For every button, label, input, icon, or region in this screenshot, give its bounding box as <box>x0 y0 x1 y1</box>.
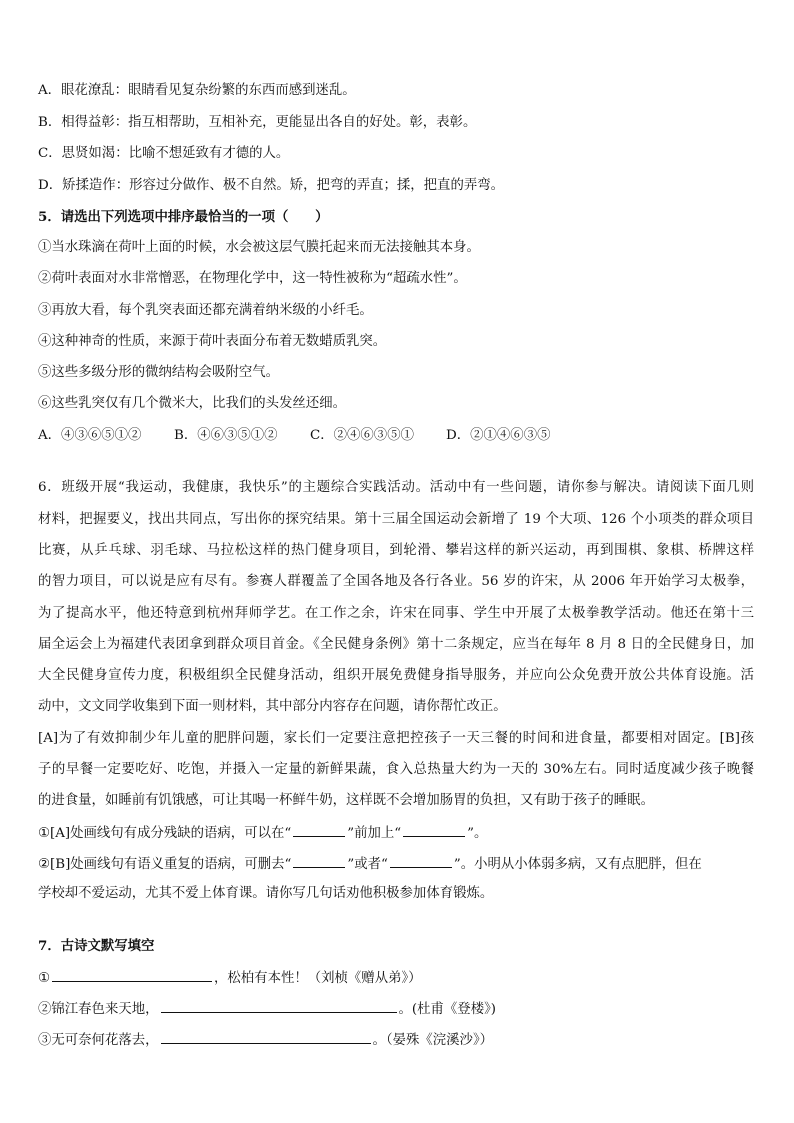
q5-option-d: D．②①④⑥③⑤ <box>446 428 551 443</box>
q5-option-a: A．④③⑥⑤①② <box>38 428 142 443</box>
q7-line-2 <box>38 998 496 1020</box>
q5-title: 5．请选出下列选项中排序最恰当的一项（ ） <box>38 209 329 225</box>
q6-paragraph-line-1: 6．班级开展“我运动，我健康，我快乐”的主题综合实践活动。活动中有一些问题，请你参与解决。请阅读下面几则 <box>38 480 754 495</box>
q6-sub1-text-c: ”。 <box>467 826 488 841</box>
q6-subquestion-1 <box>38 822 487 844</box>
q4-option-a: A．眼花潦乱：眼睛看见复杂纷繁的东西而感到迷乱。 <box>38 83 356 98</box>
q6-sub1-blank-1[interactable] <box>293 822 345 837</box>
q6-paragraph-line-4: 的智力项目，可以说是应有尽有。参赛人群覆盖了全国各地及各行各业。56 岁的许宋，从 2006 年开始学习太极拳， <box>38 574 754 589</box>
q6-sub2-text-b: ”或者“ <box>347 857 388 872</box>
q6-sub2-blank-1[interactable] <box>293 853 345 868</box>
q4-option-d: D．矫揉造作：形容过分做作、极不自然。矫，把弯的弄直；揉，把直的弄弯。 <box>38 178 505 193</box>
q6-sub2-blank-2[interactable] <box>390 853 452 868</box>
q5-sentence-3: ③再放大看，每个乳突表面还都充满着纳米级的小纤毛。 <box>38 303 373 318</box>
q6-sub2-text-c: ”。小明从小体弱多病，又有点肥胖，但在 <box>453 857 702 872</box>
q6-material-line-3: 的进食量，如睡前有饥饿感，可让其喝一杯鲜牛奶，这样既不会增加肠胃的负担，又有助于孩子的睡眠。 <box>38 793 654 808</box>
q5-sentence-5: ⑤这些多级分形的微纳结构会吸附空气。 <box>38 365 280 380</box>
q7-line3-suffix: 。（晏殊《浣溪沙》） <box>372 1033 494 1048</box>
q5-sentence-2: ②荷叶表面对水非常憎恶，在物理化学中，这一特性被称为“超疏水性”。 <box>38 271 467 286</box>
q7-line3-blank[interactable] <box>161 1029 371 1044</box>
q6-paragraph-line-3: 比赛，从乒乓球、羽毛球、马拉松这样的热门健身项目，到轮滑、攀岩这样的新兴运动，再到围棋、象棋、桥牌这样 <box>38 543 754 558</box>
q7-line2-prefix: ②锦江春色来天地， <box>38 1002 159 1017</box>
q6-subquestion-2-continued: 学校却不爱运动，尤其不爱上体育课。请你写几句话劝他积极参加体育锻炼。 <box>38 886 494 901</box>
q4-option-c: C．思贤如渴：比喻不想延致有才德的人。 <box>38 146 290 161</box>
q7-line-3 <box>38 1029 493 1051</box>
q6-sub1-blank-2[interactable] <box>403 822 465 837</box>
q7-line1-suffix: ，松柏有本性！（刘桢《赠从弟》） <box>214 971 422 986</box>
q6-material-line-1: [A]为了有效抑制少年儿童的肥胖问题，家长们一定要注意把控孩子一天三餐的时间和进食量，都要相对固定。[B]孩 <box>38 731 754 746</box>
q7-line2-suffix: 。(杜甫《登楼》) <box>398 1002 496 1017</box>
q6-paragraph-line-7: 大全民健身宣传力度，积极组织全民健身活动，组织开展免费健身指导服务，并应向公众免费开放公共体育设施。活 <box>38 668 754 683</box>
q6-sub1-text-b: ”前加上“ <box>347 826 402 841</box>
q4-option-b: B．相得益彰：指互相帮助，互相补充，更能显出各自的好处。彰，表彰。 <box>38 115 477 130</box>
q7-line1-prefix: ① <box>38 971 51 986</box>
q7-line-1 <box>38 967 422 989</box>
q6-subquestion-2 <box>38 853 702 875</box>
q5-sentence-6: ⑥这些乳突仅有几个微米大，比我们的头发丝还细。 <box>38 396 346 411</box>
q7-line1-blank[interactable] <box>52 967 212 982</box>
q6-material-line-2: 子的早餐一定要吃好、吃饱，并摄入一定量的新鲜果蔬，食入总热量大约为一天的 30%左右。同时适度减少孩子晚餐 <box>38 762 754 777</box>
q6-paragraph-line-6: 届全运会上为福建代表团拿到群众项目首金。《全民健身条例》第十二条规定，应当在每年 8 月 8 日的全民健身日，加 <box>38 637 754 652</box>
q7-line3-prefix: ③无可奈何花落去， <box>38 1033 159 1048</box>
q6-sub1-text-a: ①[A]处画线句有成分残缺的语病，可以在“ <box>38 826 292 841</box>
q7-line2-blank[interactable] <box>161 998 397 1013</box>
q5-sentence-1: ①当水珠滴在荷叶上面的时候，水会被这层气膜托起来而无法接触其本身。 <box>38 240 480 255</box>
q5-sentence-4: ④这种神奇的性质，来源于荷叶表面分布着无数蜡质乳突。 <box>38 334 387 349</box>
q6-sub2-text-a: ②[B]处画线句有语义重复的语病，可删去“ <box>38 857 292 872</box>
q5-option-c: C．②④⑥③⑤① <box>310 428 414 443</box>
q7-title: 7．古诗文默写填空 <box>38 938 155 954</box>
q6-paragraph-line-8: 动中，文文同学收集到下面一则材料，其中部分内容存在问题，请你帮忙改正。 <box>38 699 507 714</box>
q5-option-b: B．④⑥③⑤①② <box>174 428 278 443</box>
q6-paragraph-line-2: 材料，把握要义，找出共同点，写出你的探究结果。第十三届全国运动会新增了 19 个大项、126 个小项类的群众项目 <box>38 512 754 527</box>
q6-paragraph-line-5: 为了提高水平，他还特意到杭州拜师学艺。在工作之余，许宋在同事、学生中开展了太极拳教学活动。他还在第十三 <box>38 606 754 621</box>
